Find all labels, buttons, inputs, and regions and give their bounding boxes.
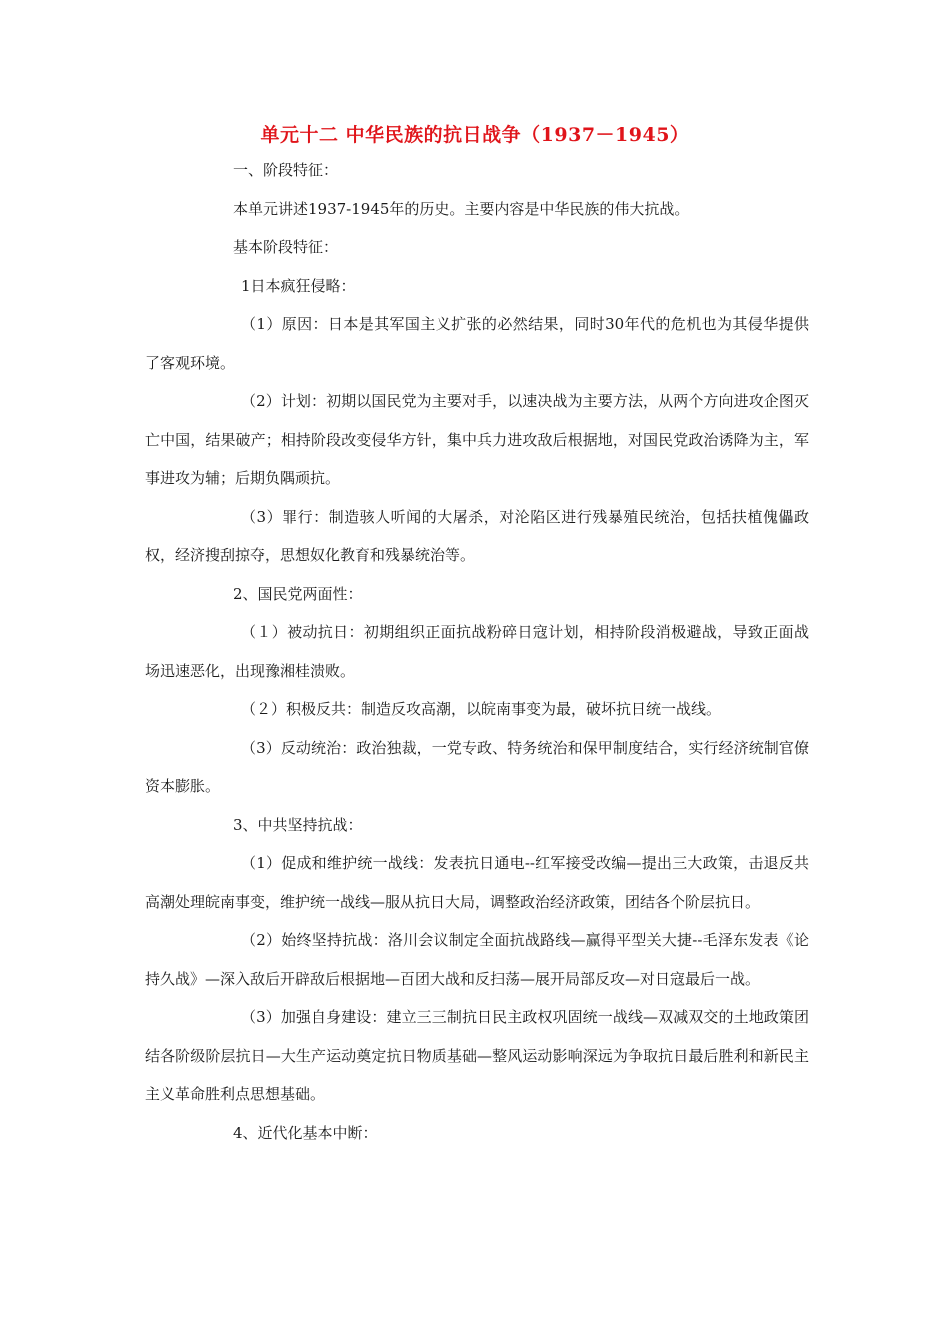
part1-item-3: （3）罪行：制造骇人听闻的大屠杀，对沦陷区进行残暴殖民统治，包括扶植傀儡政权，经济搜刮掠夺，思想奴化教育和残暴统治等。	[145, 507, 809, 564]
document-body	[145, 151, 809, 1152]
part3-heading: 3、中共坚持抗战：	[233, 815, 363, 834]
part3-item-1: （1）促成和维护统一战线：发表抗日通电--红军接受改编—提出三大政策，击退反共高潮处理皖南事变，维护统一战线—服从抗日大局，调整政治经济政策，团结各个阶层抗日。	[145, 854, 809, 911]
intro-paragraph: 本单元讲述1937-1945年的历史。主要内容是中华民族的伟大抗战。	[233, 199, 690, 218]
part3-item-3: （3）加强自身建设：建立三三制抗日民主政权巩固统一战线—双减双交的土地政策团结各阶级阶层抗日—大生产运动奠定抗日物质基础—整风运动影响深远为争取抗日最后胜利和新民主主义革命胜利点思想基础。	[145, 1008, 809, 1103]
part3-item-2: （2）始终坚持抗战：洛川会议制定全面抗战路线—赢得平型关大捷--毛泽东发表《论持久战》—深入敌后开辟敌后根据地—百团大战和反扫荡—展开局部反攻—对日寇最后一战。	[145, 931, 809, 988]
page-title: 单元十二 中华民族的抗日战争（1937－1945）	[260, 124, 690, 146]
part2-heading: 2、国民党两面性：	[233, 584, 363, 603]
part1-item-1: （1）原因：日本是其军国主义扩张的必然结果，同时30年代的危机也为其侵华提供了客观环境。	[145, 315, 809, 372]
part1-item-2: （2）计划：初期以国民党为主要对手，以速决战为主要方法，从两个方向进攻企图灭亡中国，结果破产；相持阶段改变侵华方针，集中兵力进攻敌后根据地，对国民党政治诱降为主，军事进攻为辅；后期负隅顽抗。	[145, 392, 809, 487]
basic-features-label: 基本阶段特征：	[233, 238, 339, 256]
part2-item-3: （3）反动统治：政治独裁，一党专政、特务统治和保甲制度结合，实行经济统制官僚资本膨胀。	[145, 738, 809, 795]
part2-item-1: （１）被动抗日：初期组织正面抗战粉碎日寇计划，相持阶段消极避战，导致正面战场迅速恶化，出现豫湘桂溃败。	[145, 623, 809, 680]
section-heading: 一、阶段特征：	[233, 161, 339, 179]
part4-heading: 4、近代化基本中断：	[233, 1123, 378, 1142]
part1-heading: 1日本疯狂侵略：	[241, 276, 356, 295]
part2-item-2: （２）积极反共：制造反攻高潮，以皖南事变为最，破坏抗日统一战线。	[241, 700, 722, 718]
